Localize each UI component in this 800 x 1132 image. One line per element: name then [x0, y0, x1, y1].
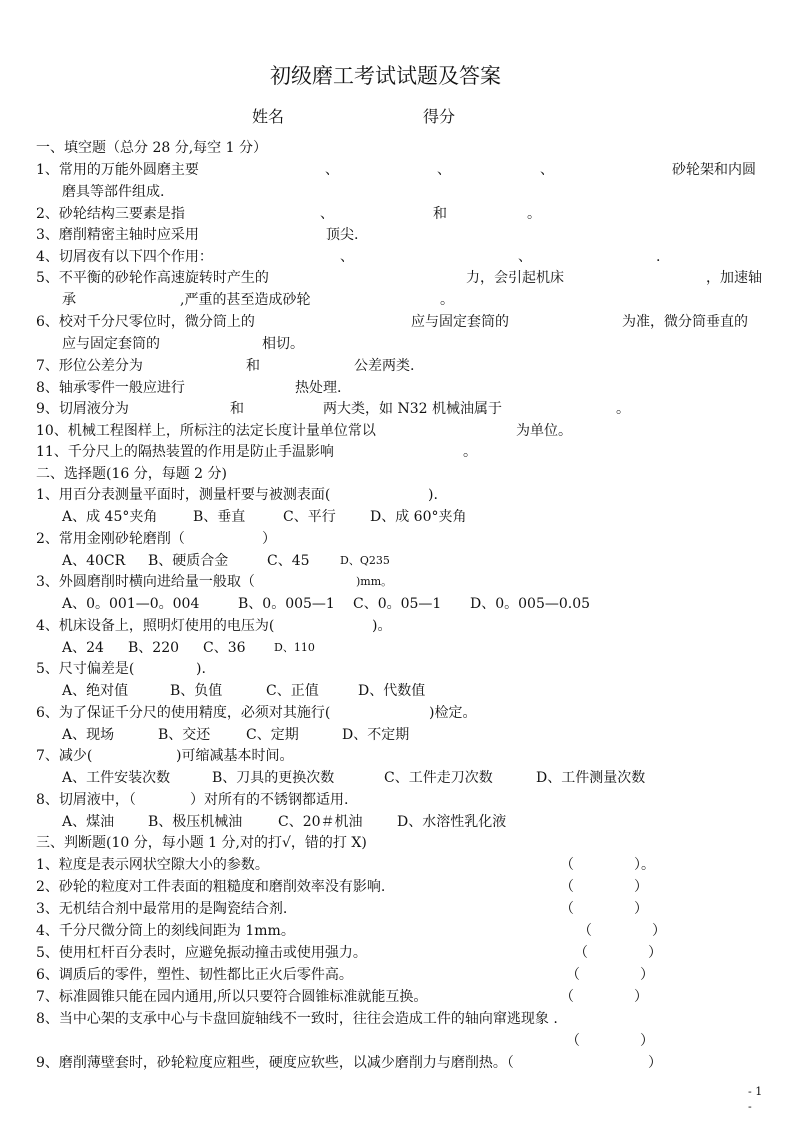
s1-q5-text: 。: [440, 292, 454, 308]
s3-item-close: ）: [648, 945, 662, 961]
s2-q6-stem: 6、为了保证千分尺的使用精度，必须对其施行(: [36, 705, 331, 721]
s2-q7-option: C、工件走刀次数: [384, 770, 493, 786]
s3-item-text: 1、粒度是表示网状空隙大小的参数。: [36, 857, 269, 873]
s2-q3-option: B、0。005—1: [238, 596, 335, 612]
s2-q3-option: A、0。001—0。004: [62, 596, 200, 612]
s2-q3-option: C、0。05—1: [353, 596, 442, 612]
s3-item-text: 2、砂轮的粒度对工件表面的粗糙度和磨削效率没有影响.: [36, 879, 386, 895]
s2-q2-option: A、40CR: [62, 553, 126, 569]
s3-item-close: ）: [640, 967, 654, 983]
s1-q11-text: 。: [463, 444, 477, 460]
s2-q1-close: ).: [428, 487, 438, 503]
s2-q3-option: D、0。005—0.05: [470, 596, 591, 612]
s1-q5-text: ，加速轴: [706, 270, 762, 286]
s3-item-open: （: [566, 967, 580, 983]
s2-q7-stem: 7、减少(: [36, 748, 93, 764]
s3-item-text: 8、当中心架的支承中心与卡盘回旋轴线不一致时，往往会造成工件的轴向窜逃现象 .: [36, 1011, 558, 1027]
s1-q4-sep: 、: [518, 249, 532, 265]
s2-q4-option: D、110: [274, 641, 315, 654]
s1-q9-text: 。: [616, 401, 630, 417]
s1-q3-text: 3、磨削精密主轴时应采用: [36, 227, 199, 243]
section2-heading: 二、选择题(16 分，每题 2 分): [36, 466, 227, 482]
s2-q1-option: C、平行: [283, 509, 336, 525]
s1-q5-text: 力，会引起机床: [466, 270, 564, 286]
s1-q1-sep: 、: [325, 162, 339, 178]
s3-item-open: （: [560, 901, 574, 917]
s1-q7-text: 7、形位公差分为: [36, 358, 143, 374]
s1-q2-sep: 和: [433, 206, 447, 222]
s1-q6-text: 应与固定套筒的: [411, 314, 509, 330]
s1-q4-sep: 、: [340, 249, 354, 265]
section1-heading: 一、填空题（总分 28 分,每空 1 分）: [36, 140, 267, 156]
s1-q1-sep: 、: [540, 162, 554, 178]
s1-q1-text: 1、常用的万能外圆磨主要: [36, 162, 199, 178]
s1-q4-text: 4、切屑夜有以下四个作用：: [36, 249, 213, 265]
s3-item-close: ）: [634, 901, 648, 917]
s1-q2-sep: 、: [320, 206, 334, 222]
page-number-tail: -: [748, 1100, 752, 1113]
s3-item-open: （: [574, 945, 588, 961]
s1-q7-text: 和: [246, 358, 260, 374]
s3-item-text: 7、标准圆锥只能在园内通用,所以只要符合圆锥标准就能互换。: [36, 989, 428, 1005]
s2-q8-close: ）对所有的不锈钢都适用.: [190, 792, 349, 808]
section3-heading: 三、判断题(10 分，每小题 1 分,对的打√，错的打 X): [36, 835, 367, 851]
s1-q5-text: 承: [62, 292, 76, 308]
s1-q6-text: 相切。: [262, 336, 304, 352]
s1-q2-sep: 。: [527, 206, 541, 222]
s2-q5-stem: 5、尺寸偏差是(: [36, 661, 135, 677]
s2-q5-option: C、正值: [266, 683, 319, 699]
s2-q6-option: C、定期: [246, 727, 299, 743]
s1-q2-text: 2、砂轮结构三要素是指: [36, 206, 185, 222]
s2-q8-option: C、20＃机油: [278, 814, 363, 830]
s1-q8-text: 热处理.: [295, 380, 342, 396]
s1-q1-sep: 、: [437, 162, 451, 178]
s1-q6-text: 应与固定套筒的: [62, 336, 160, 352]
s3-item-open: （: [578, 923, 592, 939]
s3-item-open: （: [560, 879, 574, 895]
s3-item-open: （: [566, 1033, 580, 1049]
s2-q4-close: )。: [372, 618, 392, 634]
s2-q4-option: C、36: [203, 640, 246, 656]
s1-q3-text: 顶尖.: [326, 227, 359, 243]
s2-q4-option: A、24: [62, 640, 104, 656]
s2-q1-option: B、垂直: [193, 509, 246, 525]
s2-q3-close: )mm。: [356, 575, 393, 588]
s2-q6-option: B、交还: [158, 727, 211, 743]
s1-q5-text: ,严重的甚至造成砂轮: [180, 292, 311, 308]
s3-item-text: 5、使用杠杆百分表时，应避免振动撞击或使用强力。: [36, 945, 367, 961]
s2-q8-option: B、极压机械油: [148, 814, 243, 830]
s3-item-text: 4、千分尺微分筒上的刻线间距为 1mm。: [36, 923, 295, 939]
s2-q6-option: A、现场: [62, 727, 115, 743]
s2-q6-option: D、不定期: [342, 727, 410, 743]
s3-item-close: ）。: [634, 857, 655, 873]
s1-q5-text: 5、不平衡的砂轮作高速旋转时产生的: [36, 270, 269, 286]
s2-q5-option: A、绝对值: [62, 683, 129, 699]
s3-item-close: ）: [648, 1055, 662, 1071]
s3-item-text: 3、无机结合剂中最常用的是陶瓷结合剂.: [36, 901, 288, 917]
s3-item-close: ）: [652, 923, 666, 939]
s1-q6-text: 为准，微分筒垂直的: [622, 314, 748, 330]
s2-q7-close: )可缩减基本时间。: [176, 748, 294, 764]
s2-q2-stem: 2、常用金刚砂轮磨削（: [36, 531, 185, 547]
s1-q1-text: 磨具等部件组成.: [62, 184, 165, 200]
s3-item-close: ）: [634, 879, 648, 895]
s2-q5-option: B、负值: [170, 683, 223, 699]
s2-q1-stem: 1、用百分表测量平面时，测量杆要与被测表面(: [36, 487, 331, 503]
s1-q10-text: 为单位。: [516, 423, 572, 439]
s3-item-close: ）: [640, 1033, 654, 1049]
s1-q9-text: 和: [230, 401, 244, 417]
s2-q8-option: D、水溶性乳化液: [397, 814, 507, 830]
s2-q5-close: ).: [196, 661, 206, 677]
s1-q4-sep: .: [656, 249, 661, 265]
s2-q7-option: A、工件安装次数: [62, 770, 171, 786]
score-label: 得分: [423, 107, 456, 126]
s2-q7-option: D、工件测量次数: [536, 770, 646, 786]
page-number: - 1: [748, 1085, 763, 1098]
s2-q3-stem: 3、外圆磨削时横向进给量一般取（: [36, 574, 255, 590]
s3-item-open: （: [560, 857, 574, 873]
s2-q2-option: B、硬质合金: [148, 553, 229, 569]
s3-item-text: 6、调质后的零件，塑性、韧性都比正火后零件高。: [36, 967, 353, 983]
s3-item-close: ）: [634, 989, 648, 1005]
s2-q6-close: )检定。: [429, 705, 477, 721]
s1-q9-text: 两大类，如 N32 机械油属于: [323, 401, 502, 417]
s2-q2-option: C、45: [267, 553, 310, 569]
s1-q1-text: 砂轮架和内圆: [672, 162, 756, 178]
s2-q8-stem: 8、切屑液中，（: [36, 792, 136, 808]
s1-q10-text: 10、机械工程图样上，所标注的法定长度计量单位常以: [36, 423, 376, 439]
s2-q4-option: B、220: [128, 640, 180, 656]
s1-q7-text: 公差两类.: [354, 358, 415, 374]
s2-q4-stem: 4、机床设备上，照明灯使用的电压为(: [36, 618, 275, 634]
s2-q8-option: A、煤油: [62, 814, 115, 830]
s2-q5-option: D、代数值: [358, 683, 426, 699]
s2-q7-option: B、刀具的更换次数: [212, 770, 335, 786]
s3-item-open: （: [560, 989, 574, 1005]
s2-q2-close: ）: [262, 531, 276, 547]
s1-q9-text: 9、切屑液分为: [36, 401, 129, 417]
s1-q11-text: 11、千分尺上的隔热装置的作用是防止手温影响: [36, 444, 334, 460]
page-title: 初级磨工考试试题及答案: [270, 64, 501, 88]
s1-q6-text: 6、校对千分尺零位时，微分筒上的: [36, 314, 255, 330]
s2-q1-option: A、成 45°夹角: [62, 509, 158, 525]
s2-q1-option: D、成 60°夹角: [370, 509, 467, 525]
s1-q8-text: 8、轴承零件一般应进行: [36, 380, 185, 396]
s2-q2-option: D、Q235: [340, 554, 390, 567]
s3-item-text: 9、磨削薄壁套时，砂轮粒度应粗些，硬度应软些，以减少磨削力与磨削热。（: [36, 1055, 514, 1071]
name-label: 姓名: [252, 107, 285, 126]
